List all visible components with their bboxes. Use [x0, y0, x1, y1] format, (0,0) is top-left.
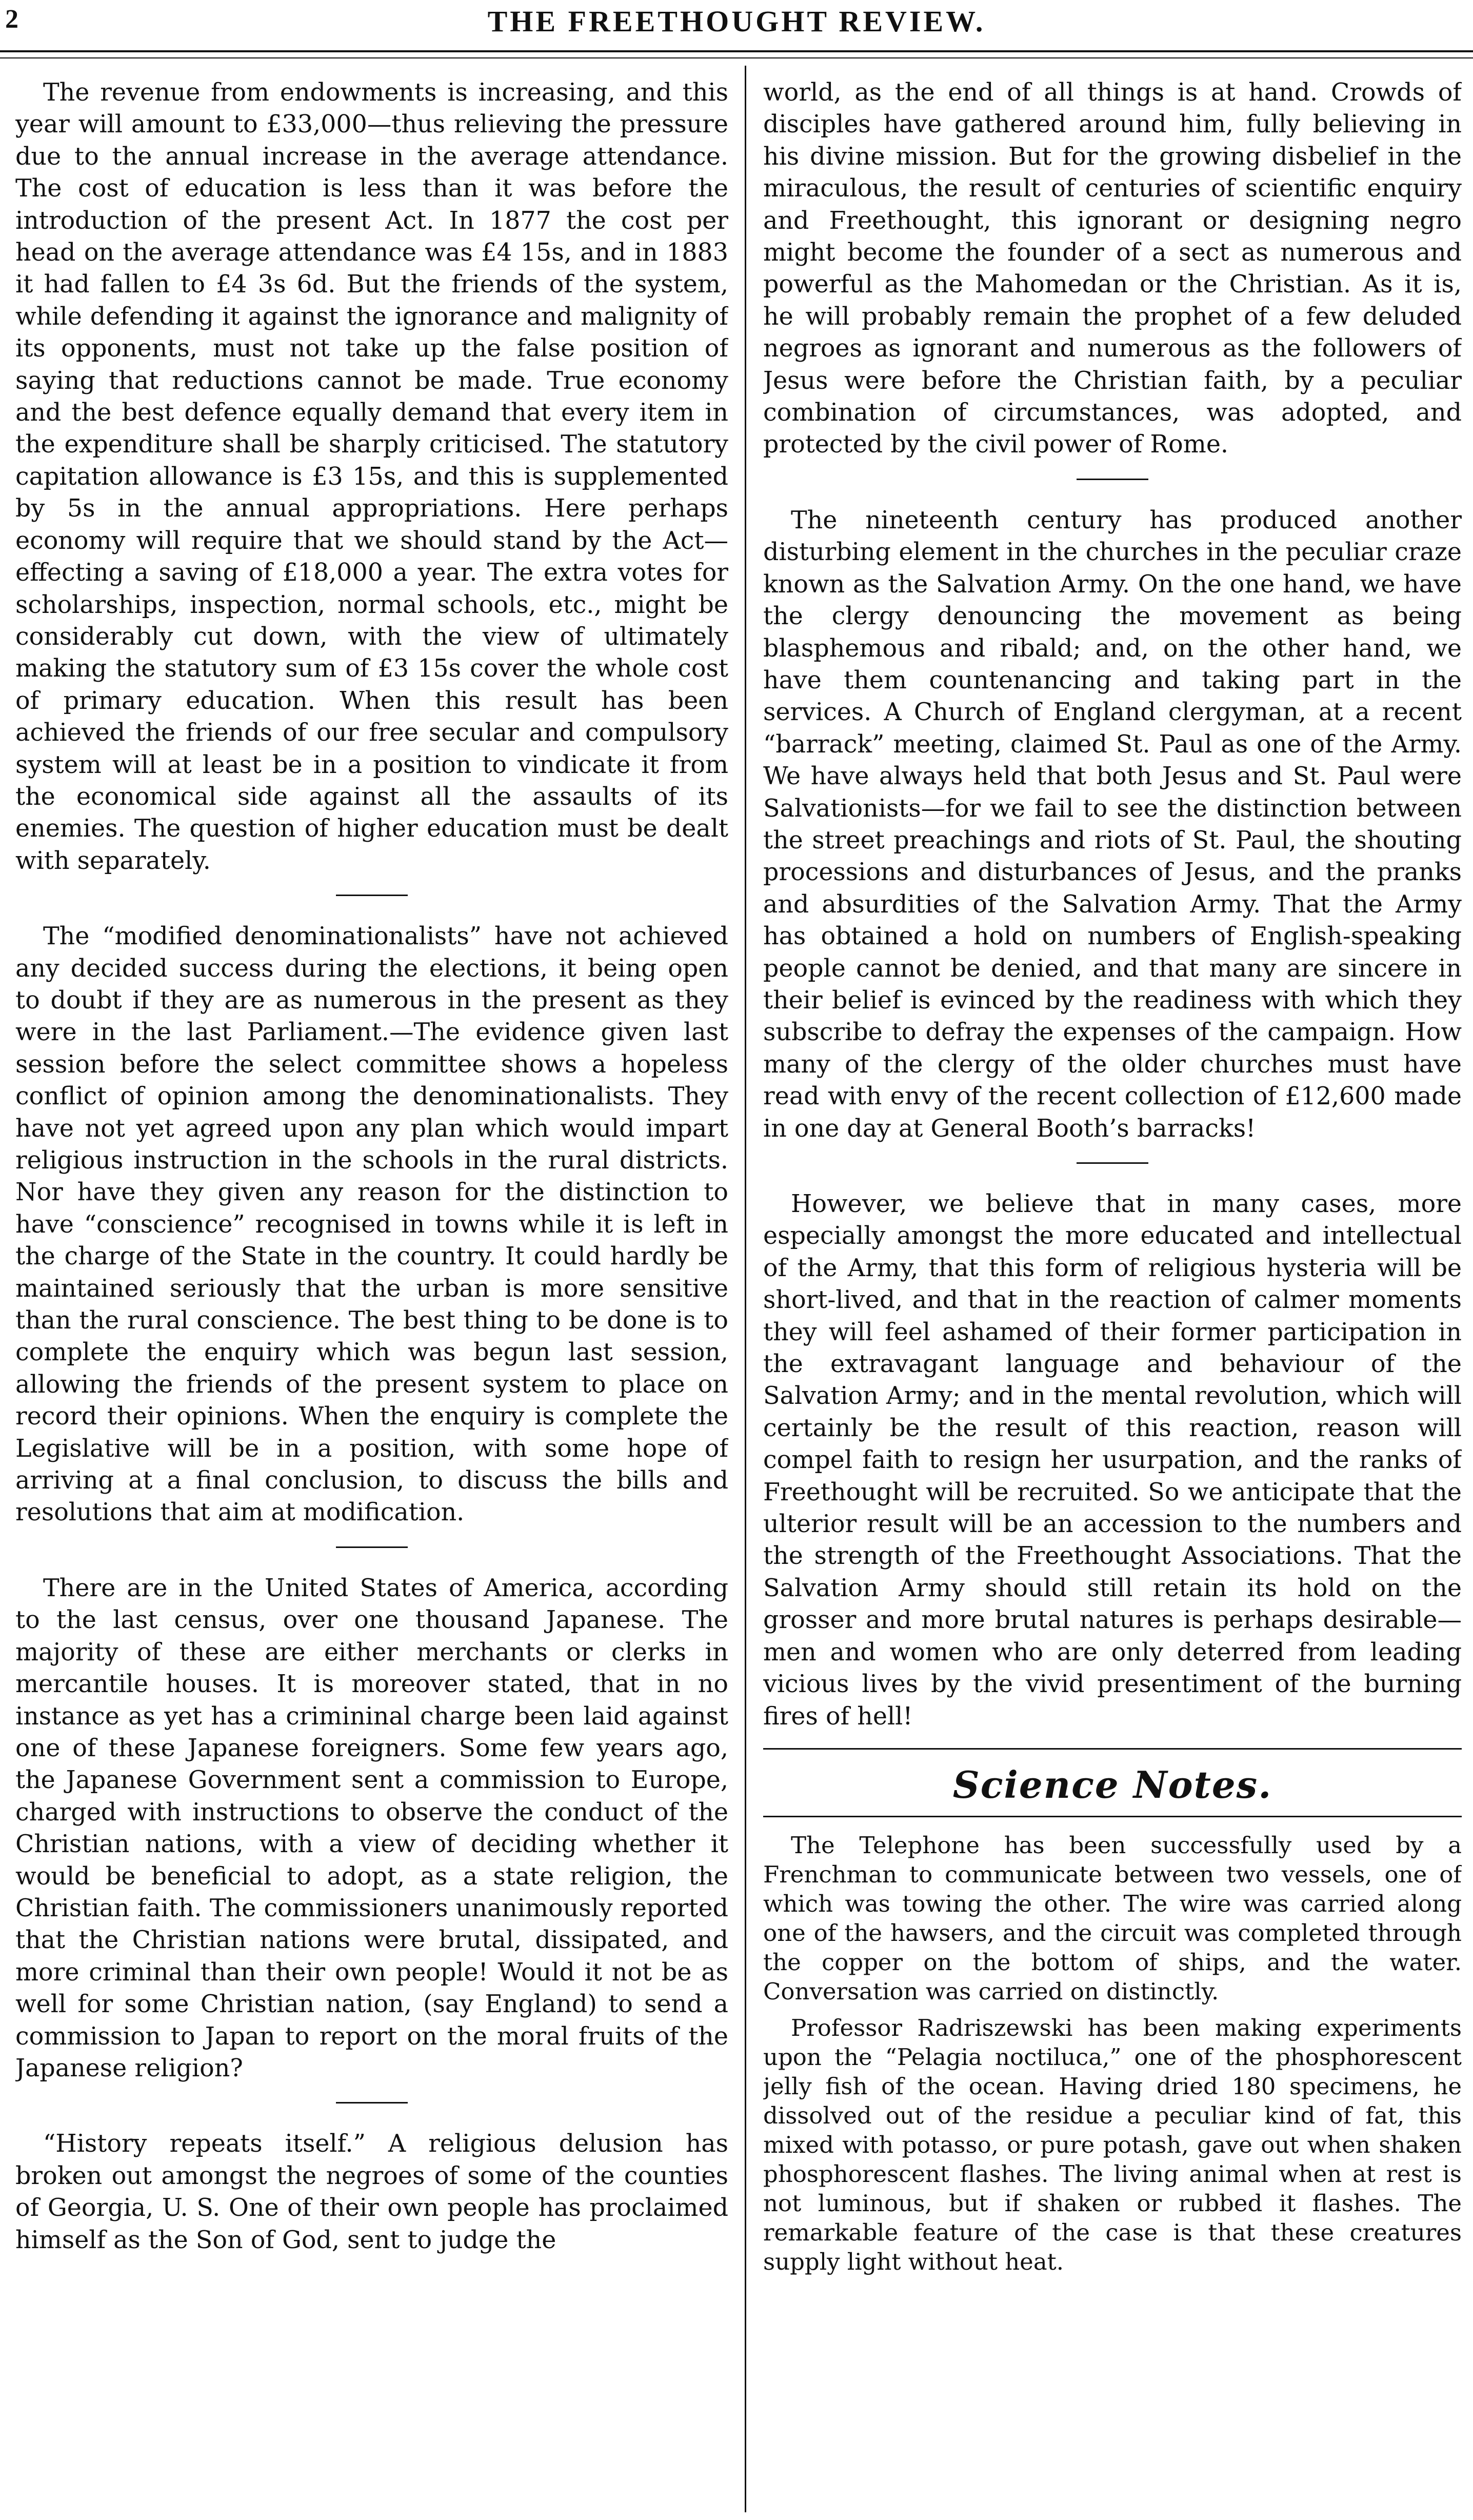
right-column	[763, 77, 1462, 2508]
header-rule	[0, 50, 1473, 52]
page-number: 2	[5, 5, 18, 34]
header-rule-thin	[0, 57, 1473, 58]
section-divider	[1077, 1162, 1148, 1164]
paragraph-salvation-army: The nineteenth century has produced another disturbing element in the churches in the peculiar craze known as the Salvation Army. On the one hand, we have the clergy denouncing the movement as being blasphemous and ribald; and, on the other hand, we have them countenancing and taking part in the services. A Church of England clergyman, at a recent “barrack” meeting, claimed St. Paul as one of the Army. We have always held that both Jesus and St. Paul were Salvationists—for we fail to see the distinction between the street preachings and riots of St. Paul, the shouting processions and disturbances of Jesus, and the pranks and absurdities of the Salvation Army. That the Army has obtained a hold on numbers of English-speaking people cannot be denied, and that many are sincere in their belief is evinced by the readiness with which they subscribe to defray the expenses of the campaign. How many of the clergy of the older churches must have read with envy of the recent collection of £12,600 made in one day at General Booth’s barracks!	[763, 506, 1462, 1143]
paragraph-japanese: There are in the United States of America, according to the last census, over one thousand Japanese. The majority of these are either merchants or clerks in mercantile houses. It is moreover stated, that in no instance as yet has a crimininal charge been laid against one of these Japanese foreigners. Some few years ago, the Japanese Government sent a commission to Europe, charged with instructions to observe the conduct of the Christian nations, with a view of deciding whether it would be beneficial to adopt, as a state religion, the Christian faith. The commissioners unanimously reported that the Christian nations were brutal, dissipated, and more criminal than their own people! Would it not be as well for some Christian nation, (say England) to send a commission to Japan to report on the moral fruits of the Japanese religion?	[15, 1574, 728, 2082]
section-divider	[336, 895, 408, 896]
section-divider	[336, 2102, 408, 2104]
science-note-telephone: The Telephone has been successfully used by a Frenchman to communicate between two vessels, one of which was towing the other. The wire was carried along one of the hawsers, and the circuit was completed through the copper on the bottom of ships, and the water. Conversation was carried on distinctly.	[763, 1831, 1462, 2005]
science-notes-rule	[763, 1816, 1462, 1817]
science-note-pelagia: Professor Radriszewski has been making experiments upon the “Pelagia noctiluca,” one of the phosphorescent jelly fish of the ocean. Having dried 180 specimens, he dissolved out of the residue a peculiar kind of fat, this mixed with potasso, or pure potash, gave out when shaken phosphorescent flashes. The living animal when at rest is not luminous, but if shaken or rubbed it flashes. The remarkable feature of the case is that these creatures supply light without heat.	[763, 2014, 1462, 2275]
journal-title: THE FREETHOUGHT REVIEW.	[487, 5, 986, 38]
paragraph-history-repeats: “History repeats itself.” A religious delusion has broken out amongst the negroes of some of the counties of Georgia, U. S. One of their own people has proclaimed himself as the Son of God, sent to judge the	[15, 2130, 728, 2254]
science-notes-heading: Science Notes.	[952, 1762, 1272, 1807]
section-divider	[1077, 479, 1148, 480]
section-divider	[336, 1546, 408, 1548]
paragraph-religious-hysteria: However, we believe that in many cases, more especially amongst the more educated and intellectual of the Army, that this form of religious hysteria will be short-lived, and that in the reaction of calmer moments they will feel ashamed of their former participation in the extravagant language and behaviour of the Salvation Army; and in the mental revolution, which will certainly be the result of this reaction, reason will compel faith to resign her usurpation, and the ranks of Freethought will be recruited. So we anticipate that the ulterior result will be an accession to the numbers and the strength of the Freethought Associations. That the Salvation Army should still retain its hold on the grosser and more brutal natures is perhaps desirable—men and women who are only deterred from leading vicious lives by the vivid presentiment of the burning fires of hell!	[763, 1190, 1462, 1731]
paragraph-revenue: The revenue from endowments is increasing, and this year will amount to £33,000—thus relieving the pressure due to the annual increase in the average attendance. The cost of education is less than it was before the introduction of the present Act. In 1877 the cost per head on the average attendance was £4 15s, and in 1883 it had fallen to £4 3s 6d. But the friends of the system, while defending it against the ignorance and malignity of its opponents, must not take up the false position of saying that reductions cannot be made. True economy and the best defence equally demand that every item in the expenditure shall be sharply criticised. The statutory capitation allowance is £3 15s, and this is supplemented by 5s in the annual appropriations. Here perhaps economy will require that we should stand by the Act—effecting a saving of £18,000 a year. The extra votes for scholarships, inspection, normal schools, etc., might be considerably cut down, with the view of ultimately making the statutory sum of £3 15s cover the whole cost of primary education. When this result has been achieved the friends of our free secular and compulsory system will at least be in a position to vindicate it from the economical side against all the assaults of its enemies. The question of higher education must be dealt with separately.	[15, 78, 728, 875]
page-header	[0, 0, 1473, 62]
science-notes-top-rule	[763, 1748, 1462, 1750]
left-column	[15, 77, 728, 2508]
paragraph-denominationalists: The “modified denominationalists” have not achieved any decided success during the elections, it being open to doubt if they are as numerous in the present as they were in the last Parliament.—The evidence given last session before the select committee shows a hopeless conflict of opinion among the denominationalists. They have not yet agreed upon any plan which would impart religious instruction in the schools in the rural districts. Nor have they given any reason for the distinction to have “conscience” recognised in towns while it is left in the charge of the State in the country. It could hardly be maintained seriously that the urban is more sensitive than the rural conscience. The best thing to be done is to complete the enquiry which was begun last session, allowing the friends of the present system to place on record their opinions. When the enquiry is complete the Legislative will be in a position, with some hope of arriving at a final conclusion, to discuss the bills and resolutions that aim at modification.	[15, 922, 728, 1527]
paragraph-georgia-continued: world, as the end of all things is at hand. Crowds of disciples have gathered around him, fully believing in his divine mission. But for the growing disbelief in the miraculous, the result of centuries of scientific enquiry and Freethought, this ignorant or designing negro might become the founder of a sect as numerous and powerful as the Mahomedan or the Christian. As it is, he will probably remain the prophet of a few deluded negroes as ignorant and numerous as the followers of Jesus were before the Christian faith, by a peculiar combination of circumstances, was adopted, and protected by the civil power of Rome.	[763, 78, 1462, 459]
column-divider	[745, 66, 746, 2512]
